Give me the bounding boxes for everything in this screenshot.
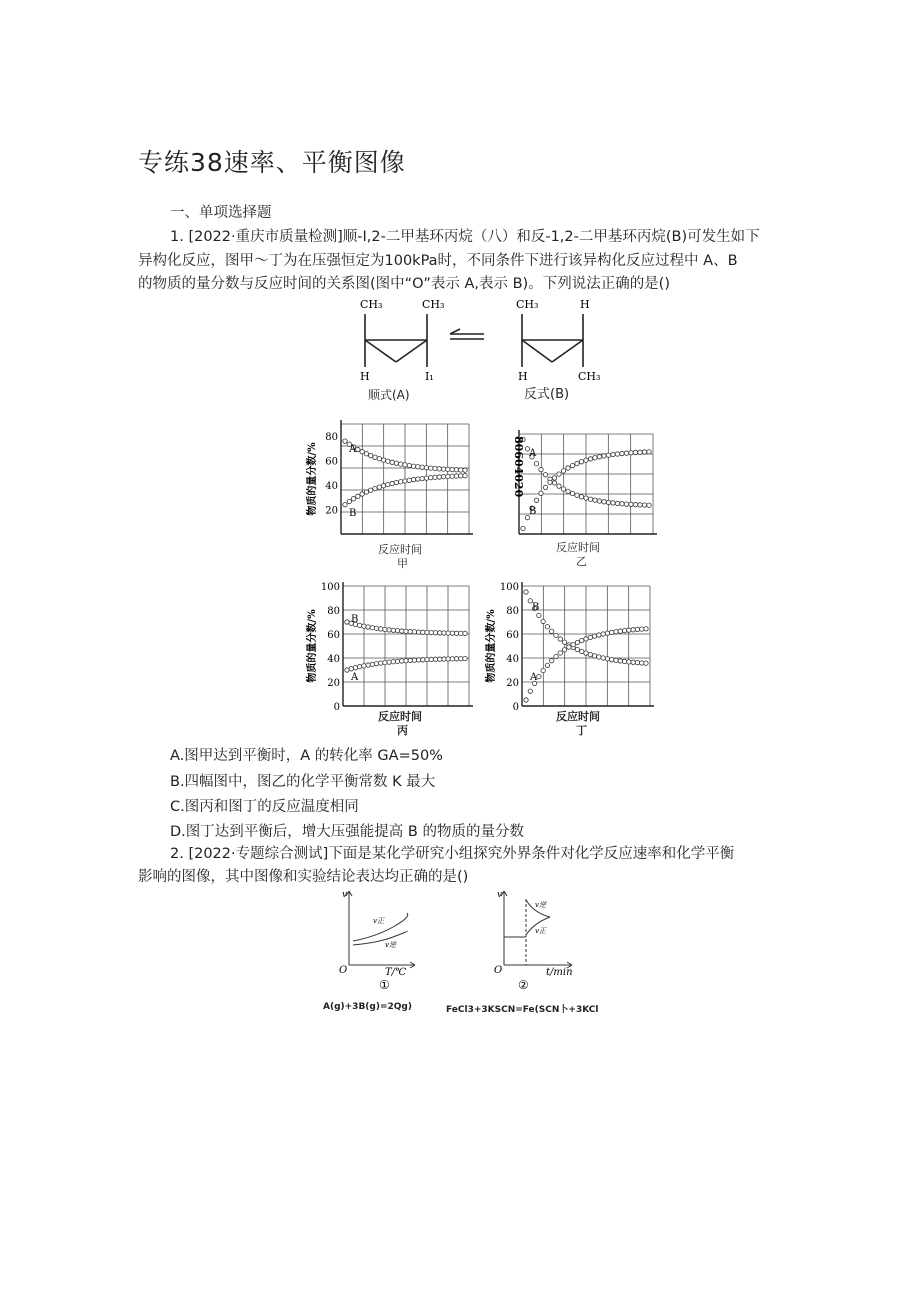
chart-yi-xlabel: 反应时间 <box>556 541 600 554</box>
q1-line3: 的物质的量分数与反应时间的关系图(图中“O”表示 A,表示 B)。下列说法正确的是() <box>138 276 671 292</box>
q1-line1: 1. [2022·重庆市质量检测]顺-I,2-二甲基环丙烷（八）和反-1,2-二甲基环丙烷(B)可发生如下 <box>170 229 760 245</box>
data-point-a <box>386 459 390 463</box>
data-point-a <box>429 630 433 634</box>
data-point-a <box>592 654 596 658</box>
data-point-a <box>584 496 588 500</box>
series-a-label: A <box>529 448 537 459</box>
data-point-a <box>383 627 387 631</box>
page-title: 专练38速率、平衡图像 <box>138 148 406 177</box>
data-point-b <box>450 657 454 661</box>
q1-option-b: B.四幅图中，图乙的化学平衡常数 K 最大 <box>170 774 436 790</box>
data-point-b <box>597 633 601 637</box>
data-point-b <box>566 466 570 470</box>
data-point-b <box>351 497 355 501</box>
data-point-b <box>347 499 351 503</box>
q2-line2: 影响的图像，其中图像和实验结论表达均正确的是() <box>138 869 469 885</box>
data-point-a <box>554 633 558 637</box>
mol-a-top-left: CH₃ <box>360 298 383 311</box>
data-point-b <box>633 450 637 454</box>
data-point-a <box>545 625 549 629</box>
data-point-b <box>425 657 429 661</box>
fig2-curve-reverse: v逆 <box>535 901 546 909</box>
data-point-a <box>606 500 610 504</box>
series-b-label: B <box>349 508 357 519</box>
data-point-a <box>411 464 415 468</box>
data-point-b <box>588 457 592 461</box>
data-point-a <box>450 631 454 635</box>
data-point-a <box>429 466 433 470</box>
data-point-b <box>567 645 571 649</box>
data-point-a <box>605 657 609 661</box>
data-point-b <box>537 674 541 678</box>
data-point-b <box>408 658 412 662</box>
mol-a-bottom-right: I₁ <box>425 370 434 383</box>
data-point-a <box>580 649 584 653</box>
data-point-b <box>534 498 538 502</box>
data-point-a <box>400 629 404 633</box>
data-point-b <box>561 469 565 473</box>
data-point-b <box>399 480 403 484</box>
data-point-a <box>615 501 619 505</box>
data-point-a <box>407 463 411 467</box>
data-point-b <box>411 477 415 481</box>
data-point-b <box>622 628 626 632</box>
data-point-b <box>562 648 566 652</box>
y-tick-label: 0 <box>512 702 519 712</box>
data-point-b <box>383 660 387 664</box>
data-point-b <box>403 479 407 483</box>
chart-jia-name: 甲 <box>397 557 408 570</box>
y-tick-label: 80604020 <box>512 436 525 498</box>
data-point-a <box>597 655 601 659</box>
data-point-b <box>416 477 420 481</box>
data-point-b <box>463 656 467 660</box>
data-point-b <box>624 451 628 455</box>
mol-a-caption: 顺式(A) <box>368 388 410 402</box>
data-point-b <box>611 452 615 456</box>
data-point-b <box>373 486 377 490</box>
data-point-b <box>433 475 437 479</box>
data-point-b <box>429 657 433 661</box>
data-point-b <box>412 658 416 662</box>
chart-jia-xlabel: 反应时间 <box>378 543 422 556</box>
data-point-a <box>601 656 605 660</box>
series-b-label: B <box>532 602 540 613</box>
data-point-b <box>438 657 442 661</box>
data-point-b <box>381 484 385 488</box>
data-point-b <box>550 658 554 662</box>
data-point-a <box>390 460 394 464</box>
y-tick-label: 20 <box>506 678 519 689</box>
mol-b-top-right: H <box>580 298 590 311</box>
mol-b-bottom-right: CH₃ <box>578 370 601 383</box>
data-point-a <box>416 465 420 469</box>
chart-jia <box>305 418 475 543</box>
fig2-curve-forward: v正 <box>535 927 546 935</box>
data-point-a <box>433 466 437 470</box>
data-point-b <box>580 638 584 642</box>
data-point-b <box>606 453 610 457</box>
data-point-b <box>554 654 558 658</box>
q1-option-a: A.图甲达到平衡时，A 的转化率 GA=50% <box>170 748 443 764</box>
data-point-a <box>610 657 614 661</box>
data-point-b <box>370 662 374 666</box>
data-point-a <box>566 489 570 493</box>
y-tick-label: 100 <box>320 582 340 593</box>
data-point-a <box>446 467 450 471</box>
data-point-a <box>364 452 368 456</box>
series-a-label: A <box>351 672 359 683</box>
fig1-equation: A(g)+3B(g)=2Qg) <box>323 1002 412 1012</box>
data-point-b <box>387 660 391 664</box>
data-point-a <box>416 630 420 634</box>
data-point-a <box>593 498 597 502</box>
data-point-a <box>459 631 463 635</box>
data-point-b <box>400 659 404 663</box>
data-point-b <box>541 668 545 672</box>
data-point-a <box>541 619 545 623</box>
data-point-b <box>395 659 399 663</box>
data-point-b <box>593 456 597 460</box>
fig1-curve-forward: v正 <box>373 917 384 925</box>
data-point-b <box>575 461 579 465</box>
data-point-b <box>575 640 579 644</box>
data-point-b <box>343 502 347 506</box>
data-point-a <box>647 503 651 507</box>
data-point-a <box>584 651 588 655</box>
fig1-x-label: T/℃ <box>385 967 407 978</box>
data-point-a <box>635 660 639 664</box>
data-point-b <box>618 629 622 633</box>
data-point-b <box>366 663 370 667</box>
data-point-a <box>343 439 347 443</box>
data-point-b <box>597 455 601 459</box>
chart-bing-xlabel: 反应时间 <box>378 710 422 723</box>
data-point-b <box>615 452 619 456</box>
series-b-label: B <box>351 614 359 625</box>
data-point-a <box>399 462 403 466</box>
data-point-a <box>561 487 565 491</box>
data-point-b <box>357 665 361 669</box>
data-point-b <box>545 663 549 667</box>
data-point-a <box>537 613 541 617</box>
mol-a-top-right: CH₃ <box>422 298 445 311</box>
data-point-a <box>597 499 601 503</box>
data-point-a <box>442 631 446 635</box>
data-point-b <box>394 480 398 484</box>
data-point-a <box>412 630 416 634</box>
fig2-v-label: v <box>497 890 503 900</box>
data-point-a <box>620 502 624 506</box>
data-point-b <box>360 492 364 496</box>
data-point-b <box>640 627 644 631</box>
y-axis-label: 物质的量分数/% <box>307 609 318 683</box>
data-point-b <box>377 485 381 489</box>
q2-figure-1 <box>335 885 435 995</box>
data-point-a <box>627 660 631 664</box>
data-point-b <box>524 698 528 702</box>
data-point-a <box>642 503 646 507</box>
data-point-a <box>387 628 391 632</box>
data-point-a <box>631 660 635 664</box>
chart-bing <box>305 580 475 712</box>
data-point-b <box>557 472 561 476</box>
data-point-b <box>605 631 609 635</box>
data-point-b <box>433 657 437 661</box>
mol-b-caption: 反式(B) <box>524 387 570 402</box>
y-axis-label: 物质的量分数/% <box>307 442 318 516</box>
data-point-a <box>356 447 360 451</box>
data-point-b <box>463 473 467 477</box>
data-point-b <box>570 463 574 467</box>
data-point-a <box>524 590 528 594</box>
chart-ding-name: 丁 <box>576 724 587 737</box>
y-tick-label: 60 <box>325 456 338 468</box>
data-point-a <box>394 461 398 465</box>
data-point-a <box>391 628 395 632</box>
data-point-a <box>395 628 399 632</box>
data-point-b <box>429 475 433 479</box>
q1-option-d: D.图丁达到平衡后，增大压强能提高 B 的物质的量分数 <box>170 824 524 840</box>
data-point-b <box>635 627 639 631</box>
data-point-a <box>381 458 385 462</box>
data-point-b <box>345 668 349 672</box>
series-a-label: A <box>349 444 357 455</box>
data-point-a <box>558 637 562 641</box>
mol-a-bottom-left: H <box>360 370 370 383</box>
y-tick-label: 60 <box>327 630 340 641</box>
data-point-b <box>364 490 368 494</box>
data-point-b <box>602 454 606 458</box>
chart-ding-xlabel: 反应时间 <box>556 710 600 723</box>
data-point-b <box>349 667 353 671</box>
data-point-b <box>420 476 424 480</box>
data-point-b <box>631 628 635 632</box>
data-point-a <box>433 631 437 635</box>
data-point-a <box>345 620 349 624</box>
data-point-b <box>437 475 441 479</box>
data-point-a <box>366 625 370 629</box>
data-point-a <box>370 625 374 629</box>
q2-figure-2 <box>490 885 590 995</box>
data-point-b <box>454 474 458 478</box>
data-point-a <box>624 502 628 506</box>
data-point-b <box>539 491 543 495</box>
fig1-v-label: v <box>342 890 348 900</box>
chart-yi-name: 乙 <box>576 555 587 568</box>
y-tick-label: 100 <box>499 582 519 593</box>
q1-line2: 异构化反应，图甲～丁为在压强恒定为100kPa时，不同条件下进行该异构化反应过程中 A、B <box>138 253 738 269</box>
data-point-b <box>642 450 646 454</box>
data-point-b <box>638 450 642 454</box>
data-point-b <box>374 661 378 665</box>
data-point-a <box>575 647 579 651</box>
y-tick-label: 20 <box>325 505 338 517</box>
data-point-a <box>425 630 429 634</box>
data-point-a <box>588 652 592 656</box>
chart-bing-name: 丙 <box>397 724 408 737</box>
data-point-b <box>627 628 631 632</box>
data-point-a <box>441 467 445 471</box>
data-point-a <box>362 624 366 628</box>
data-point-a <box>602 500 606 504</box>
y-tick-label: 80 <box>325 432 338 444</box>
data-point-b <box>424 476 428 480</box>
data-point-b <box>442 657 446 661</box>
data-point-a <box>633 502 637 506</box>
data-point-b <box>446 474 450 478</box>
data-point-a <box>373 455 377 459</box>
data-point-a <box>463 631 467 635</box>
data-point-a <box>438 631 442 635</box>
data-point-a <box>463 468 467 472</box>
data-point-a <box>614 658 618 662</box>
data-point-b <box>592 634 596 638</box>
y-tick-label: 80 <box>327 606 340 617</box>
data-point-a <box>377 456 381 460</box>
data-point-b <box>644 627 648 631</box>
series-a-label: A <box>530 672 538 683</box>
fig2-equation: FeCl3+3KSCN=Fe(SCN卜+3KCl <box>446 1005 599 1015</box>
data-point-b <box>446 657 450 661</box>
data-point-a <box>575 493 579 497</box>
data-point-a <box>570 491 574 495</box>
data-point-b <box>459 474 463 478</box>
fig2-origin: O <box>494 965 503 976</box>
data-point-a <box>404 629 408 633</box>
data-point-b <box>579 460 583 464</box>
y-tick-label: 40 <box>327 654 340 665</box>
data-point-b <box>356 494 360 498</box>
data-point-b <box>588 635 592 639</box>
data-point-a <box>638 503 642 507</box>
data-point-b <box>601 632 605 636</box>
fig1-origin: O <box>339 965 348 976</box>
data-point-a <box>454 468 458 472</box>
y-tick-label: 40 <box>506 654 519 665</box>
data-point-a <box>454 631 458 635</box>
data-point-b <box>454 657 458 661</box>
data-point-b <box>450 474 454 478</box>
series-b-label: B <box>529 506 537 517</box>
data-point-b <box>614 630 618 634</box>
data-point-a <box>588 497 592 501</box>
data-point-b <box>353 665 357 669</box>
data-point-a <box>408 629 412 633</box>
data-point-b <box>629 451 633 455</box>
data-point-a <box>629 502 633 506</box>
data-point-b <box>386 482 390 486</box>
q1-option-c: C.图丙和图丁的反应温度相同 <box>170 799 359 815</box>
data-point-b <box>521 526 525 530</box>
fig1-curve-reverse: v逆 <box>385 941 396 949</box>
fig2-number: ② <box>518 978 529 992</box>
data-point-a <box>550 629 554 633</box>
y-tick-label: 60 <box>506 630 519 641</box>
data-point-a <box>539 467 543 471</box>
data-point-b <box>362 664 366 668</box>
data-point-b <box>404 658 408 662</box>
data-point-b <box>584 637 588 641</box>
mol-b-bottom-left: H <box>518 370 528 383</box>
data-point-b <box>552 476 556 480</box>
data-point-a <box>622 659 626 663</box>
data-point-a <box>640 661 644 665</box>
data-point-b <box>584 458 588 462</box>
data-point-a <box>403 463 407 467</box>
chart-yi <box>495 430 665 540</box>
data-point-b <box>459 656 463 660</box>
data-point-b <box>407 478 411 482</box>
data-point-b <box>528 689 532 693</box>
section-heading: 一、单项选择题 <box>170 205 272 221</box>
data-point-a <box>360 450 364 454</box>
data-point-a <box>379 627 383 631</box>
y-tick-label: 0 <box>333 702 340 712</box>
data-point-b <box>391 659 395 663</box>
data-point-b <box>369 488 373 492</box>
data-point-b <box>571 642 575 646</box>
data-point-a <box>579 495 583 499</box>
data-point-b <box>379 661 383 665</box>
data-point-a <box>420 465 424 469</box>
data-point-b <box>610 630 614 634</box>
fig1-number: ① <box>379 978 390 992</box>
fig2-x-label: t/min <box>546 967 573 978</box>
data-point-a <box>543 473 547 477</box>
chart-ding <box>484 580 664 712</box>
data-point-b <box>390 481 394 485</box>
data-point-b <box>416 658 420 662</box>
data-point-a <box>644 661 648 665</box>
data-point-a <box>611 501 615 505</box>
data-point-b <box>647 450 651 454</box>
data-point-b <box>421 658 425 662</box>
q2-line1: 2. [2022·专题综合测试]下面是某化学研究小组探究外界条件对化学反应速率和化学平衡 <box>170 846 735 862</box>
data-point-a <box>618 659 622 663</box>
data-point-b <box>620 451 624 455</box>
data-point-b <box>543 485 547 489</box>
y-tick-label: 40 <box>325 481 338 493</box>
y-tick-label: 80 <box>506 606 519 617</box>
y-tick-label: 20 <box>327 678 340 689</box>
data-point-a <box>459 468 463 472</box>
data-point-a <box>424 465 428 469</box>
data-point-a <box>552 481 556 485</box>
data-point-a <box>369 453 373 457</box>
data-point-a <box>374 626 378 630</box>
data-point-b <box>441 475 445 479</box>
data-point-a <box>437 467 441 471</box>
mol-b-top-left: CH₃ <box>516 298 539 311</box>
data-point-a <box>562 640 566 644</box>
data-point-a <box>557 484 561 488</box>
data-point-a <box>534 462 538 466</box>
data-point-a <box>450 467 454 471</box>
y-axis-label: 物质的量分数/% <box>486 609 497 683</box>
data-point-b <box>548 480 552 484</box>
data-point-b <box>558 651 562 655</box>
data-point-a <box>446 631 450 635</box>
data-point-a <box>421 630 425 634</box>
